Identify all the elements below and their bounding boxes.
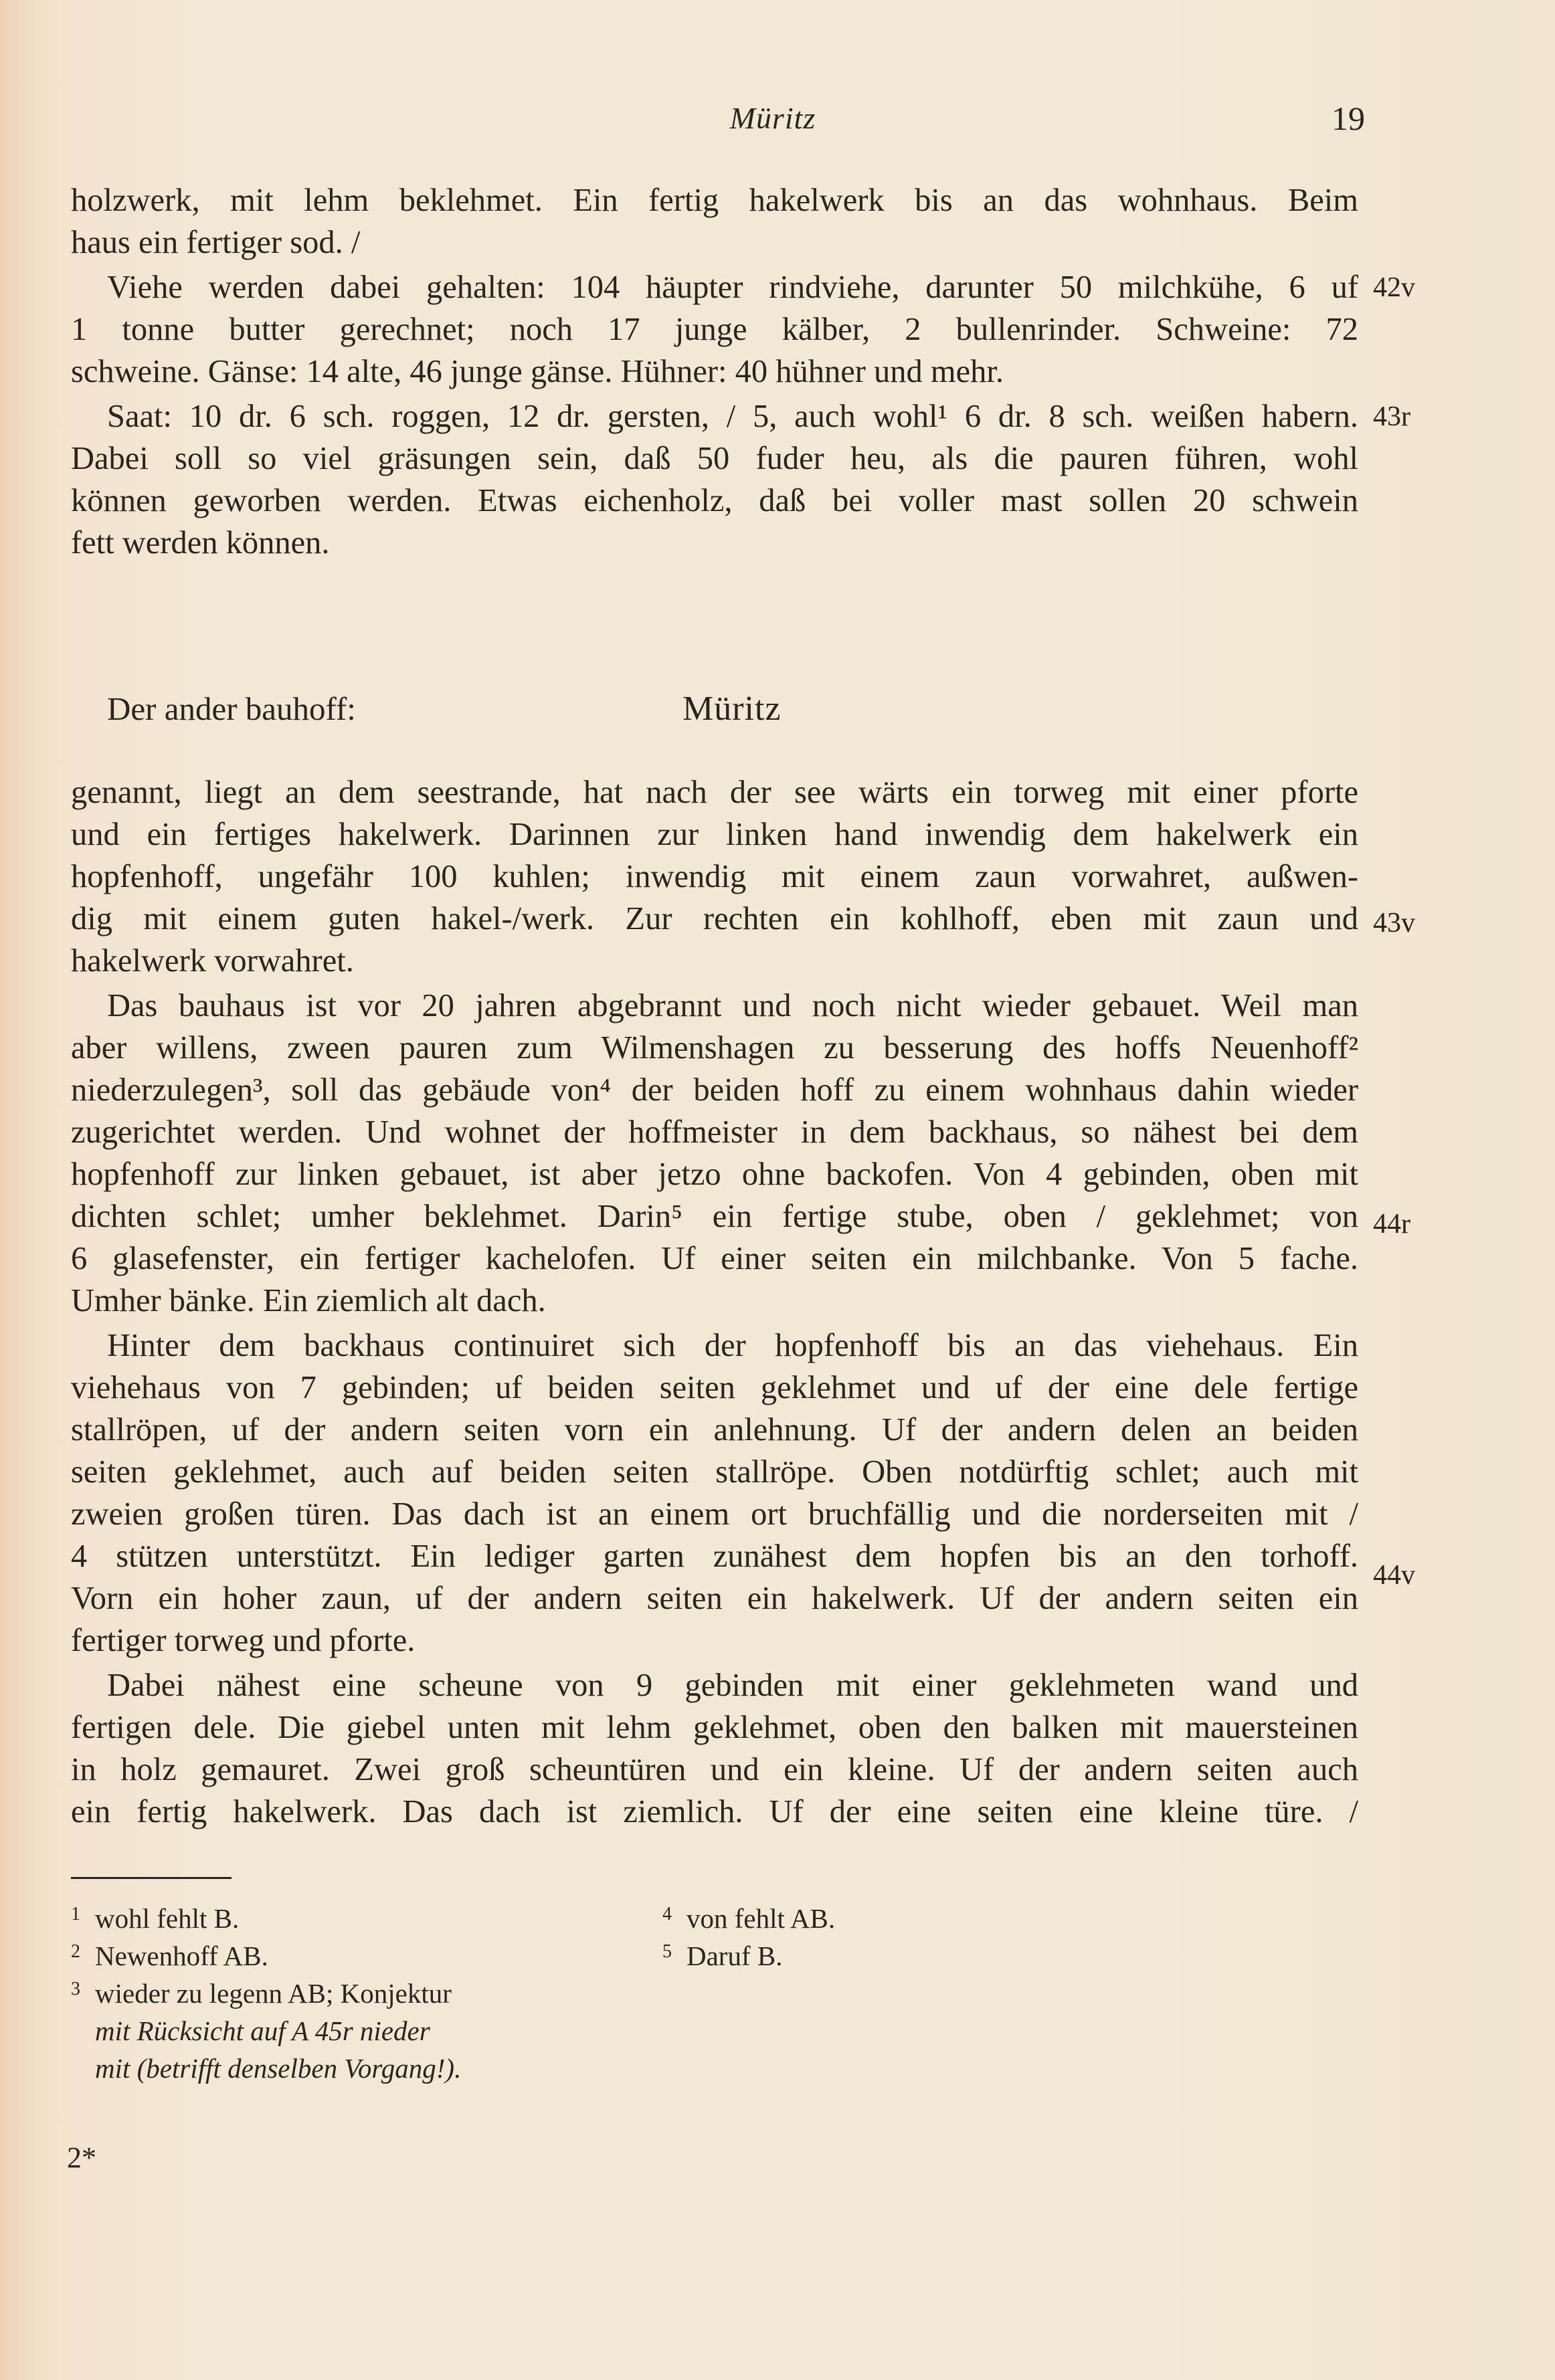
folio-note: 44r (1373, 1209, 1410, 1239)
text-line: schweine. Gänse: 14 alte, 46 junge gänse. Hühner: 40 hühner und mehr. (71, 354, 1004, 389)
footnote-text: Newenhoff AB. (95, 1941, 268, 1971)
text-line: und ein fertiges hakelwerk. Darinnen zur linken hand inwendig dem hakelwerk ein (71, 817, 1358, 852)
text-line: Umher bänke. Ein ziemlich alt dach. (71, 1283, 546, 1318)
text-line: 4 stützen unterstützt. Ein lediger garten zunähest dem hopfen bis an den torhoff. (71, 1539, 1358, 1574)
signature-mark: 2* (67, 2141, 96, 2174)
text-line: Das bauhaus ist vor 20 jahren abgebrannt und noch nicht wieder gebauet. Weil man (107, 988, 1358, 1023)
text-line: hopfenhoff, ungefähr 100 kuhlen; inwendig mit einem zaun vorwahret, außwen- (71, 859, 1358, 894)
text-line: 6 glasefenster, ein fertiger kachelofen. Uf einer seiten ein milchbanke. Von 5 fache. (71, 1241, 1358, 1276)
text-line: zugerichtet werden. Und wohnet der hoffmeister in dem backhaus, so nähest bei dem (71, 1114, 1358, 1150)
folio-note: 43r (1373, 401, 1410, 432)
footnote (71, 1975, 461, 2012)
footnote-number: 4 (662, 1904, 672, 1924)
footnote-text: mit Rücksicht auf A 45r nieder (95, 2015, 430, 2046)
text-line: haus ein fertiger sod. / (71, 225, 361, 260)
footnote-number: 3 (71, 1979, 80, 1999)
text-line: aber willens, zween pauren zum Wilmenshagen zu besserung des hoffs Neuenhoff² (71, 1030, 1358, 1066)
folio-note: 42v (1373, 272, 1415, 303)
footnote (662, 1937, 835, 1975)
footnote-text: wohl fehlt B. (95, 1903, 240, 1934)
text-line: hopfenhoff zur linken gebauet, ist aber jetzo ohne backofen. Von 4 gebinden, oben mit (71, 1157, 1358, 1192)
footnote-text: Daruf B. (687, 1941, 783, 1971)
text-line: fertigen dele. Die giebel unten mit lehm geklehmet, oben den balken mit mauersteinen (71, 1710, 1358, 1745)
folio-note: 43v (1373, 908, 1415, 938)
text-line: ein fertig hakelwerk. Das dach ist ziemlich. Uf der eine seiten eine kleine türe. / (71, 1794, 1358, 1829)
text-line: Hinter dem backhaus continuiret sich der hopfenhoff bis an das viehehaus. Ein (107, 1328, 1358, 1363)
page-number: 19 (1332, 100, 1365, 137)
text-line: zweien großen türen. Das dach ist an einem ort bruchfällig und die norderseiten mit / (71, 1496, 1358, 1532)
text-line: seiten geklehmet, auch auf beiden seiten stallröpe. Oben notdürftig schlet; auch mit (71, 1454, 1358, 1490)
text-line: Viehe werden dabei gehalten: 104 häupter rindviehe, darunter 50 milchkühe, 6 uf (107, 270, 1358, 305)
running-title: Müritz (729, 101, 816, 135)
text-line: genannt, liegt an dem seestrande, hat nach der see wärts ein torweg mit einer pforte (71, 775, 1358, 810)
text-line: Vorn ein hoher zaun, uf der andern seiten ein hakelwerk. Uf der andern seiten ein (71, 1581, 1358, 1616)
footnote-number: 2 (71, 1941, 80, 1962)
text-line: dichten schlet; umher beklehmet. Darin⁵ ein fertige stube, oben / geklehmet; von (71, 1199, 1358, 1234)
footnote-text: mit (betrifft denselben Vorgang!). (95, 2053, 462, 2084)
text-line: fett werden können. (71, 525, 330, 561)
footnote (71, 1900, 461, 1937)
section-heading-label: Der ander bauhoff: (107, 690, 356, 727)
text-line: dig mit einem guten hakel-/werk. Zur rechten ein kohlhoff, eben mit zaun und (71, 901, 1358, 936)
footnotes-left (71, 1900, 461, 2087)
text-line: niederzulegen³, soll das gebäude von⁴ der beiden hoff zu einem wohnhaus dahin wieder (71, 1072, 1358, 1108)
text-line: können geworben werden. Etwas eichenholz, daß bei voller mast sollen 20 schwein (71, 483, 1358, 518)
text-line: Saat: 10 dr. 6 sch. roggen, 12 dr. gersten, / 5, auch wohl¹ 6 dr. 8 sch. weißen habern. (107, 399, 1358, 434)
text-line: viehehaus von 7 gebinden; uf beiden seiten geklehmet und uf der eine dele fertige (71, 1370, 1358, 1405)
text-line: in holz gemauret. Zwei groß scheuntüren und ein kleine. Uf der andern seiten auch (71, 1752, 1358, 1787)
text-line: Dabei soll so viel gräsungen sein, daß 50 fuder heu, als die pauren führen, wohl (71, 441, 1358, 476)
text-line: holzwerk, mit lehm beklehmet. Ein fertig hakelwerk bis an das wohnhaus. Beim (71, 183, 1358, 218)
footnote-text: von fehlt AB. (687, 1903, 836, 1934)
text-line: Dabei nähest eine scheune von 9 gebinden mit einer geklehmeten wand und (107, 1668, 1358, 1703)
footnote (71, 1937, 461, 1975)
footnote-number: 1 (71, 1904, 80, 1924)
section-heading-title: Müritz (682, 690, 782, 728)
footnote-number: 5 (662, 1941, 672, 1962)
text-line: stallröpen, uf der andern seiten vorn ein anlehnung. Uf der andern delen an beiden (71, 1412, 1358, 1448)
footnote-text: wieder zu legenn AB; Konjektur (95, 1978, 452, 2009)
text-line: hakelwerk vorwahret. (71, 943, 354, 979)
footnotes-right (662, 1900, 835, 1975)
text-line: 1 tonne butter gerechnet; noch 17 junge kälber, 2 bullenrinder. Schweine: 72 (71, 312, 1358, 347)
footnote-continuation (71, 2012, 461, 2050)
footnote-continuation (71, 2050, 461, 2087)
text-line: fertiger torweg und pforte. (71, 1623, 416, 1658)
footnote (662, 1900, 835, 1937)
footnote-rule (71, 1877, 232, 1879)
folio-note: 44v (1373, 1560, 1415, 1591)
